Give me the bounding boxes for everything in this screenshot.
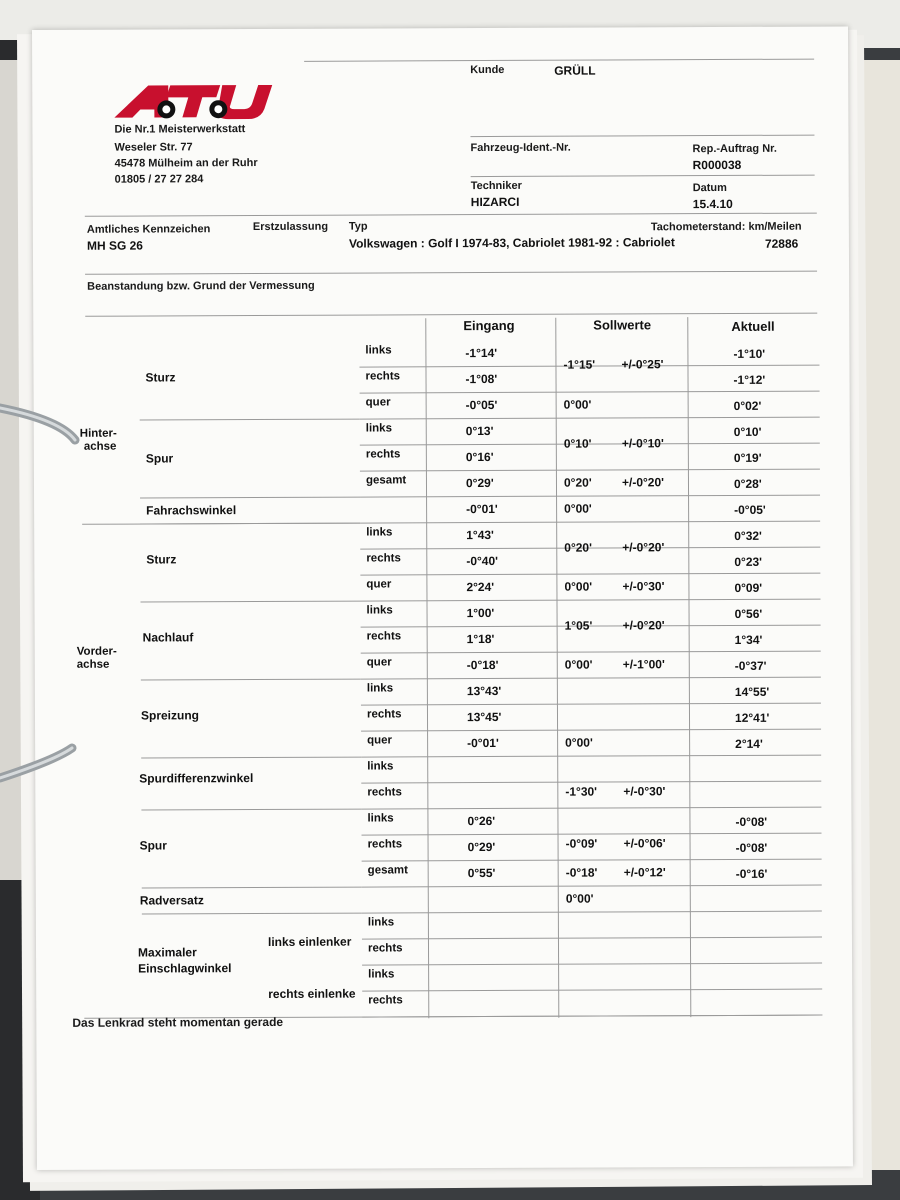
row-side-label: rechts	[366, 552, 401, 565]
row-side-label: rechts	[366, 630, 402, 643]
order-label: Rep.-Auftrag Nr.	[692, 142, 777, 156]
eingang-value: -0°40'	[466, 553, 499, 569]
eingang-value: -0°01'	[467, 735, 499, 751]
alignment-report-sheet	[32, 26, 853, 1170]
eingang-value: -0°01'	[466, 501, 498, 517]
aktuell-value: -0°08'	[735, 840, 768, 855]
sollwert-value: 0°20'	[563, 475, 592, 490]
sollwert-tolerance: +/-0°20'	[622, 618, 665, 633]
eingang-value: 0°26'	[467, 813, 496, 829]
row-side-label: gesamt	[367, 864, 408, 877]
plate-label: Amtliches Kennzeichen	[86, 223, 211, 236]
aktuell-value: -1°12'	[733, 372, 766, 387]
row-side-label: links	[365, 344, 392, 357]
group-radversatz: Radversatz	[139, 893, 204, 908]
eingang-value: 0°16'	[465, 449, 494, 465]
sollwert-value: 1°05'	[564, 618, 593, 633]
sollwert-value: 0°00'	[564, 501, 592, 516]
aktuell-value: 0°28'	[733, 476, 762, 491]
sollwert-tolerance: +/-1°00'	[622, 657, 665, 672]
row-side-label: rechts	[365, 448, 401, 461]
sollwert-tolerance: +/-0°30'	[622, 579, 665, 594]
date-value: 15.4.10	[692, 196, 733, 212]
aktuell-value: 0°10'	[733, 424, 762, 439]
group-spurdifferenzwinkel: Spurdifferenzwinkel	[139, 770, 254, 786]
sollwert-tolerance: +/-0°25'	[621, 356, 664, 372]
axle-front-1: Vorder-	[76, 645, 117, 658]
row-side-label: links	[368, 968, 395, 981]
eingang-value: 0°29'	[467, 839, 496, 855]
order-value: R000038	[692, 157, 742, 173]
row-side-label: quer	[366, 656, 392, 669]
aktuell-value: 0°19'	[733, 450, 762, 465]
first-registration-label: Erstzulassung	[252, 220, 329, 234]
sollwert-tolerance: +/-0°30'	[623, 784, 666, 799]
odometer-label: Tachometerstand: km/Meilen	[650, 220, 802, 234]
sollwert-value: 0°00'	[564, 657, 593, 672]
col-header-aktuell: Aktuell	[731, 318, 775, 334]
row-side-label: rechts	[368, 994, 403, 1007]
eingang-value: -0°05'	[465, 397, 498, 413]
vin-label: Fahrzeug-Ident.-Nr.	[470, 141, 571, 155]
sollwert-value: -0°09'	[565, 836, 598, 852]
row-side-label: quer	[365, 396, 391, 409]
binder-rings	[0, 0, 120, 1200]
row-side-label: links	[366, 526, 393, 539]
sollwert-value: 0°00'	[565, 891, 594, 906]
row-side-label: links	[366, 682, 394, 695]
company-street: Weseler Str. 77	[114, 141, 193, 154]
aktuell-value: 14°55'	[734, 684, 770, 699]
group-max-einschlag-1: Maximaler	[137, 945, 197, 960]
row-side-label: quer	[367, 734, 393, 747]
aktuell-value: 0°32'	[734, 528, 762, 543]
col-header-eingang: Eingang	[463, 317, 515, 334]
customer-label: Kunde	[470, 63, 505, 77]
aktuell-value: -0°08'	[735, 814, 768, 829]
eingang-value: -1°08'	[465, 371, 498, 387]
aktuell-value: 0°02'	[733, 398, 762, 413]
row-side-label: gesamt	[365, 474, 407, 487]
axle-rear-1: Hinter-	[79, 427, 117, 440]
row-side-label: links	[367, 916, 395, 929]
row-side-label: rechts	[365, 370, 401, 383]
sollwert-tolerance: +/-0°20'	[622, 540, 665, 555]
sollwert-value: -0°18'	[565, 865, 598, 880]
sollwert-value: 0°20'	[564, 540, 592, 555]
technician-label: Techniker	[470, 179, 522, 193]
group-rechts-einlenker: rechts einlenke	[268, 986, 356, 1001]
axle-front-2: achse	[76, 658, 110, 671]
group-fahrachswinkel: Fahrachswinkel	[146, 503, 237, 518]
row-side-label: links	[365, 422, 392, 435]
eingang-value: 13°45'	[466, 709, 502, 725]
sollwert-value: -1°15'	[563, 357, 596, 372]
group-links-einlenker: links einlenker	[267, 934, 352, 949]
group-spur-rear: Spur	[145, 451, 174, 466]
axle-rear-2: achse	[83, 440, 117, 453]
aktuell-value: -0°05'	[734, 502, 766, 517]
row-side-label: links	[367, 812, 394, 825]
type-label: Typ	[348, 220, 368, 233]
atu-logo	[110, 79, 280, 124]
company-phone: 01805 / 27 27 284	[114, 173, 204, 186]
eingang-value: 1°43'	[466, 527, 494, 543]
eingang-value: 2°24'	[466, 579, 495, 595]
group-sturz-rear: Sturz	[145, 370, 176, 385]
row-side-label: links	[367, 760, 394, 773]
row-side-label: rechts	[367, 942, 403, 955]
aktuell-value: -1°10'	[733, 346, 766, 361]
sollwert-tolerance: +/-0°06'	[623, 836, 666, 851]
sollwert-tolerance: +/-0°12'	[623, 865, 666, 880]
binder-ring-icon	[0, 408, 75, 440]
col-header-sollwerte: Sollwerte	[593, 317, 652, 333]
row-side-label: rechts	[367, 786, 402, 799]
type-value: Volkswagen : Golf I 1974-83, Cabriolet 1981-92 : Cabriolet	[348, 235, 675, 251]
eingang-value: 1°18'	[466, 631, 495, 647]
row-side-label: rechts	[366, 708, 402, 721]
company-city: 45478 Mülheim an der Ruhr	[114, 157, 258, 170]
odometer-value: 72886	[764, 236, 799, 251]
group-spreizung: Spreizung	[140, 708, 200, 723]
aktuell-value: 0°09'	[734, 580, 763, 595]
eingang-value: 0°13'	[465, 423, 494, 439]
row-side-label: quer	[366, 578, 392, 591]
technician-value: HIZARCI	[470, 194, 520, 210]
sollwert-tolerance: +/-0°10'	[621, 436, 664, 451]
eingang-value: -1°14'	[465, 345, 498, 361]
group-sturz-front: Sturz	[146, 552, 177, 567]
sollwert-value: 0°00'	[564, 579, 593, 594]
row-side-label: links	[366, 604, 393, 617]
date-label: Datum	[692, 181, 727, 195]
aktuell-value: -0°37'	[734, 658, 767, 673]
row-side-label: rechts	[367, 838, 403, 851]
company-slogan: Die Nr.1 Meisterwerkstatt	[114, 123, 246, 136]
sollwert-value: -1°30'	[565, 784, 598, 800]
aktuell-value: 1°34'	[734, 632, 763, 647]
group-nachlauf: Nachlauf	[142, 630, 194, 645]
eingang-value: -0°18'	[466, 657, 499, 673]
footer-note: Das Lenkrad steht momentan gerade	[72, 1014, 284, 1030]
eingang-value: 1°00'	[466, 605, 495, 621]
aktuell-value: 0°56'	[734, 606, 763, 621]
complaint-label: Beanstandung bzw. Grund der Vermessung	[87, 279, 315, 293]
aktuell-value: 2°14'	[735, 736, 763, 751]
aktuell-value: 12°41'	[734, 710, 770, 725]
eingang-value: 0°55'	[467, 865, 496, 881]
aktuell-value: -0°16'	[735, 866, 768, 881]
sollwert-value: 0°00'	[565, 735, 593, 750]
customer-value: GRÜLL	[554, 63, 596, 78]
plate-value: MH SG 26	[86, 238, 143, 253]
sollwert-value: 0°00'	[563, 397, 592, 412]
eingang-value: 13°43'	[466, 683, 502, 699]
aktuell-value: 0°23'	[734, 554, 763, 569]
sollwert-tolerance: +/-0°20'	[621, 475, 665, 490]
sollwert-value: 0°10'	[563, 436, 592, 451]
eingang-value: 0°29'	[465, 475, 494, 491]
group-max-einschlag-2: Einschlagwinkel	[138, 960, 232, 976]
group-spur-front: Spur	[139, 838, 167, 853]
